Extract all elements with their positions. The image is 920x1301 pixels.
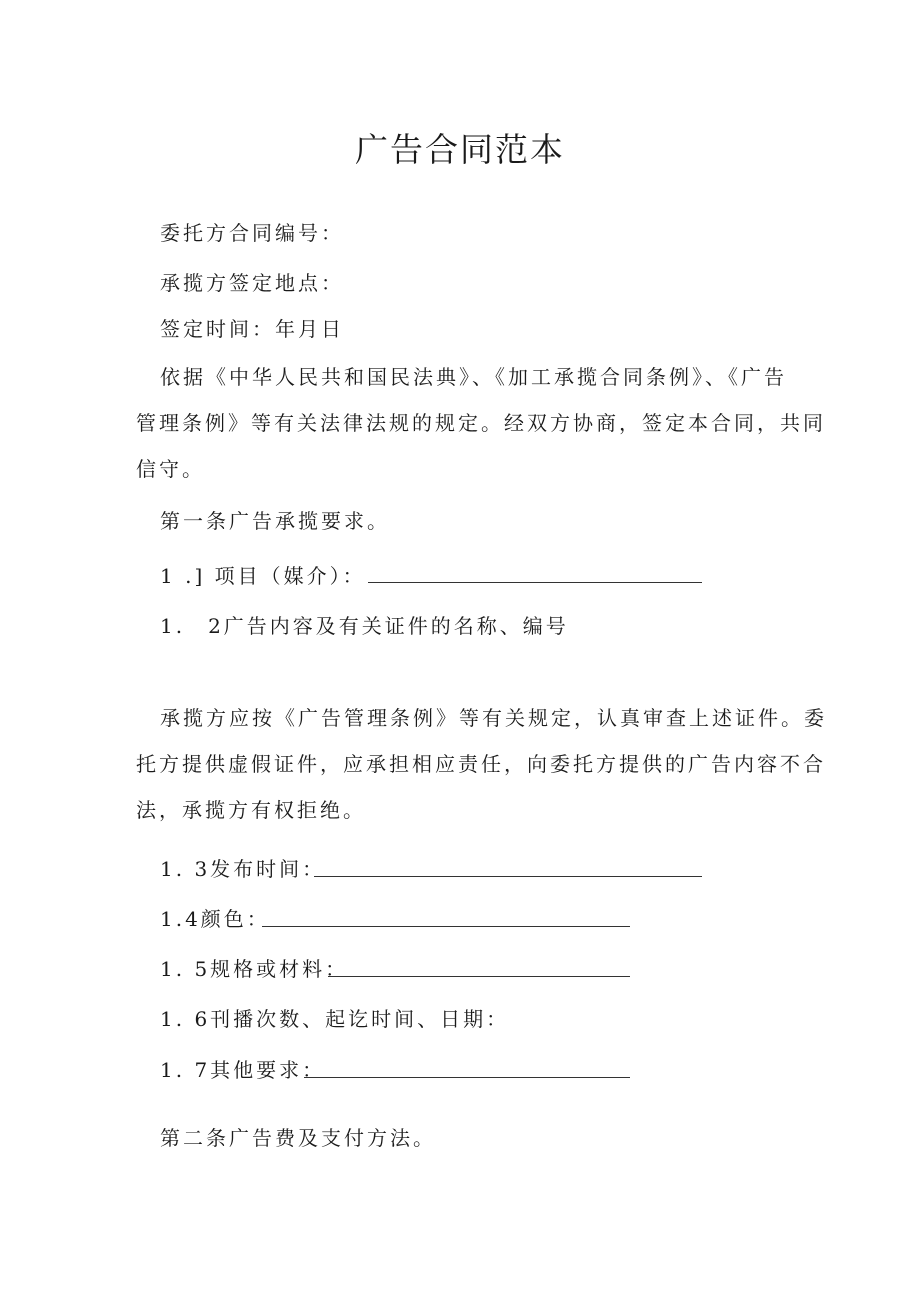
item-1-1-blank-line — [368, 582, 702, 583]
review-clause-paragraph — [136, 705, 827, 835]
signing-time-label: 签定时间：年月日 — [160, 317, 344, 341]
item-1-3-label: 1. 3发布时间： — [160, 857, 326, 881]
item-1-3-blank-line — [314, 876, 702, 877]
item-1-5-label: 1. 5规格或材料： — [160, 957, 349, 981]
item-1-4-label: 1.4颜色： — [160, 907, 270, 931]
preamble-line: 依据《中华人民共和国民法典》、《加工承揽合同条例》、《广告 — [160, 365, 787, 389]
article-1-title: 第一条广告承揽要求。 — [160, 509, 390, 533]
preamble-line: 管理条例》等有关法律法规的规定。经双方协商，签定本合同，共同 — [136, 411, 826, 435]
item-1-7-blank-line — [304, 1077, 630, 1078]
signing-place-label: 承揽方签定地点： — [160, 271, 344, 295]
item-1-2-label: 1. 2广告内容及有关证件的名称、编号 — [160, 614, 569, 638]
item-1-4-blank-line — [262, 926, 630, 927]
item-1-1-label: 1 .] 项目（媒介）： — [160, 564, 366, 588]
review-clause-line: 承揽方应按《广告管理条例》等有关规定，认真审查上述证件。委 — [160, 706, 827, 730]
article-2-title: 第二条广告费及支付方法。 — [160, 1126, 436, 1150]
preamble-line: 信守。 — [136, 457, 205, 481]
document-title: 广告合同范本 — [355, 130, 565, 169]
review-clause-line: 法，承揽方有权拒绝。 — [136, 798, 366, 822]
item-1-7-label: 1. 7其他要求： — [160, 1058, 326, 1082]
contract-number-label: 委托方合同编号： — [160, 221, 344, 245]
preamble-paragraph — [136, 364, 826, 494]
item-1-5-blank-line — [328, 976, 630, 977]
item-1-6-label: 1. 6刊播次数、起讫时间、日期： — [160, 1007, 510, 1031]
review-clause-line: 托方提供虚假证件，应承担相应责任，向委托方提供的广告内容不合 — [136, 752, 826, 776]
